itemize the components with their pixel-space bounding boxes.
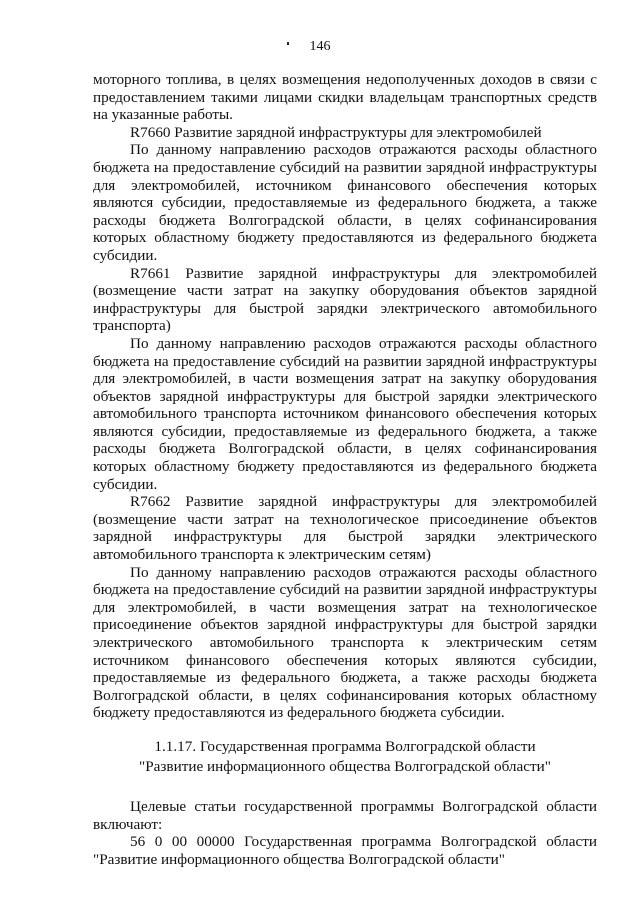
- code-heading-r7662: R7662 Развитие зарядной инфраструктуры для электромобилей (возмещение части затрат на технологическое присоединение объектов зарядной инфраструктуры для быстрой зарядки электрического автомобильного транспорта к электрическим сетям): [93, 493, 597, 564]
- code-heading-r7660: R7660 Развитие зарядной инфраструктуры для электромобилей: [130, 123, 542, 141]
- paragraph-continuation: моторного топлива, в целях возмещения недополученных доходов в связи с предоставлением такими лицами скидки владельцам транспортных средств на указанные работы.: [93, 71, 597, 124]
- section-title-line1: 1.1.17. Государственная программа Волгоградской области: [154, 737, 536, 755]
- section-title-line2: "Развитие информационного общества Волгоградской области": [139, 757, 551, 775]
- paragraph-r7662-description: По данному направлению расходов отражаются расходы областного бюджета на предоставление субсидий на развитии зарядной инфраструктуры для электромобилей, в части возмещения затрат на технологическое присоединение объектов зарядной инфраструктуры для быстрой зарядки электрического автомобильного транспорта к электрическим сетям источником финансового обеспечения которых являются субсидии, предоставляемые из федерального бюджета, а также расходы бюджета Волгоградской области, в целях софинансирования которых областному бюджету предоставляются из федерального бюджета субсидии.: [93, 563, 597, 722]
- page-number: 146: [309, 39, 331, 54]
- paragraph-r7660-description: По данному направлению расходов отражаются расходы областного бюджета на предоставление субсидий на развитии зарядной инфраструктуры для электромобилей, источником финансового обеспечения которых являются субсидии, предоставляемые из федерального бюджета, а также расходы бюджета Волгоградской области, в целях софинансирования которых областному бюджету предоставляются из федерального бюджета субсидии.: [93, 141, 597, 264]
- document-body: [93, 71, 597, 868]
- paragraph-program-code-56: 56 0 00 00000 Государственная программа Волгоградской области "Развитие информационного общества Волгоградской области": [93, 833, 597, 868]
- code-heading-r7661: R7661 Развитие зарядной инфраструктуры для электромобилей (возмещение части затрат на закупку оборудования объектов зарядной инфраструктуры для быстрой зарядки электрического автомобильного транспорта): [93, 264, 597, 335]
- scan-speck: [287, 42, 289, 45]
- section-title: [93, 737, 597, 777]
- paragraph-r7661-description: По данному направлению расходов отражаются расходы областного бюджета на предоставление субсидий на развитии зарядной инфраструктуры для электромобилей, в части возмещения затрат на закупку оборудования объектов зарядной инфраструктуры для быстрой зарядки электрического автомобильного транспорта источником финансового обеспечения которых являются субсидии, предоставляемые из федерального бюджета, а также расходы бюджета Волгоградской области, в целях софинансирования которых областному бюджету предоставляются из федерального бюджета субсидии.: [93, 334, 597, 493]
- paragraph-target-articles-intro: Целевые статьи государственной программы Волгоградской области включают:: [93, 797, 597, 833]
